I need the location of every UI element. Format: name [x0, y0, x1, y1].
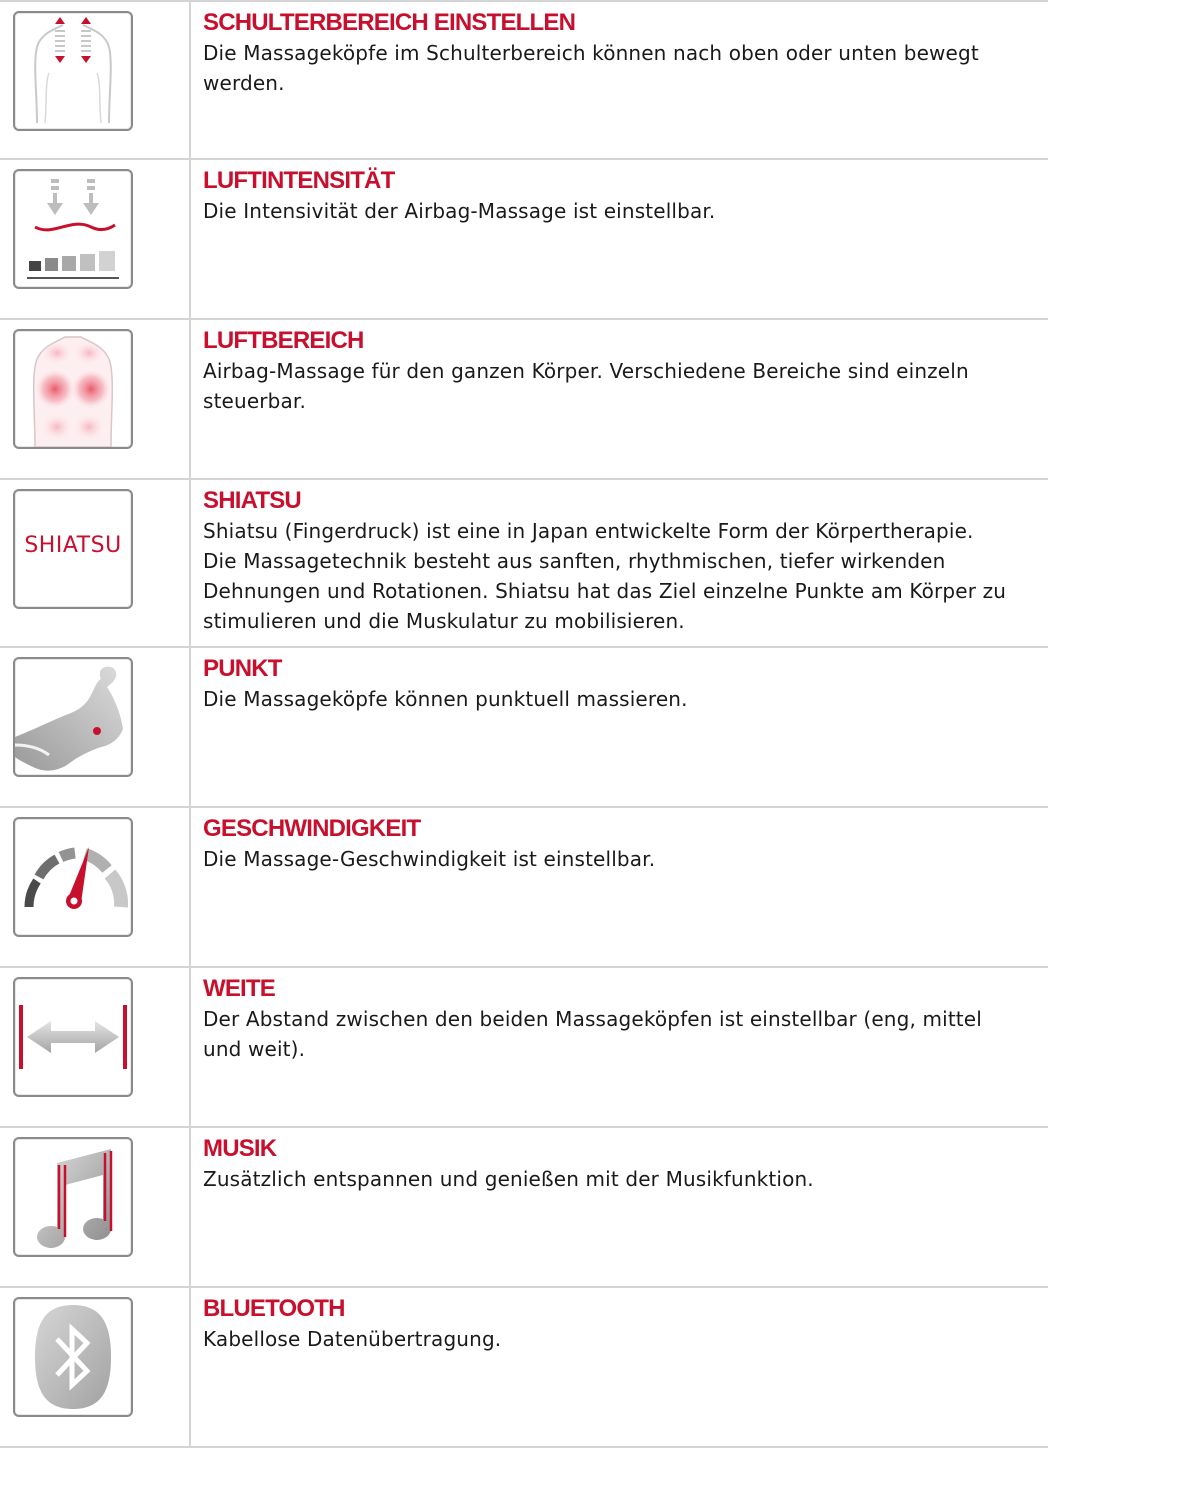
bluetooth-icon — [13, 1297, 133, 1417]
feature-row-point — [0, 648, 1048, 808]
width-arrows-icon — [13, 977, 133, 1097]
feature-description-line: Airbag-Massage für den ganzen Körper. Verschiedene Bereiche sind einzeln — [203, 359, 969, 383]
column-divider — [189, 808, 191, 966]
feature-text — [203, 1294, 1038, 1354]
feature-title: BLUETOOTH — [203, 1295, 345, 1322]
feature-title: SCHULTERBEREICH EINSTELLEN — [203, 9, 576, 36]
feature-row-shiatsu — [0, 480, 1048, 648]
feature-description-line: und weit). — [203, 1037, 306, 1061]
shiatsu-icon-label: SHIATSU — [24, 533, 122, 558]
column-divider — [189, 968, 191, 1126]
feature-description-line: Die Massageköpfe im Schulterbereich können nach oben oder unten bewegt — [203, 41, 979, 65]
feature-description-line: Die Massage-Geschwindigkeit ist einstellbar. — [203, 847, 656, 871]
feature-text — [203, 1134, 1038, 1194]
air-intensity-icon — [13, 169, 133, 289]
feature-description-line: Kabellose Datenübertragung. — [203, 1327, 502, 1351]
shiatsu-icon — [13, 489, 133, 609]
feature-row-air-area — [0, 320, 1048, 480]
speedometer-icon — [13, 817, 133, 937]
feature-description-line: Der Abstand zwischen den beiden Massageköpfen ist einstellbar (eng, mittel — [203, 1007, 982, 1031]
feature-description-line: Die Massageköpfe können punktuell massieren. — [203, 687, 688, 711]
feature-text — [203, 486, 1038, 636]
feature-row-bluetooth — [0, 1288, 1048, 1448]
feature-description-line: werden. — [203, 71, 285, 95]
feature-title: LUFTBEREICH — [203, 327, 364, 354]
feature-description-line: steuerbar. — [203, 389, 306, 413]
feature-text — [203, 654, 1038, 714]
feature-row-width — [0, 968, 1048, 1128]
column-divider — [189, 1128, 191, 1286]
feature-title: PUNKT — [203, 655, 282, 682]
feature-row-music — [0, 1128, 1048, 1288]
point-massage-icon — [13, 657, 133, 777]
feature-text — [203, 166, 1038, 226]
feature-title: MUSIK — [203, 1135, 277, 1162]
music-note-icon — [13, 1137, 133, 1257]
column-divider — [189, 2, 191, 158]
shoulder-area-icon — [13, 11, 133, 131]
feature-title: SHIATSU — [203, 487, 301, 514]
feature-row-shoulder — [0, 0, 1048, 160]
column-divider — [189, 480, 191, 646]
feature-row-air-intensity — [0, 160, 1048, 320]
column-divider — [189, 648, 191, 806]
column-divider — [189, 1288, 191, 1446]
feature-description-line: Shiatsu (Fingerdruck) ist eine in Japan entwickelte Form der Körpertherapie. — [203, 519, 974, 543]
feature-row-speed — [0, 808, 1048, 968]
feature-text — [203, 326, 1038, 416]
feature-text — [203, 814, 1038, 874]
feature-text — [203, 974, 1038, 1064]
feature-title: LUFTINTENSITÄT — [203, 167, 395, 194]
feature-title: WEITE — [203, 975, 275, 1002]
feature-description-line: Die Massagetechnik besteht aus sanften, rhythmischen, tiefer wirkenden — [203, 549, 946, 573]
air-area-icon — [13, 329, 133, 449]
feature-description-line: Zusätzlich entspannen und genießen mit der Musikfunktion. — [203, 1167, 814, 1191]
feature-text — [203, 8, 1038, 98]
column-divider — [189, 160, 191, 318]
feature-description-line: stimulieren und die Muskulatur zu mobilisieren. — [203, 609, 685, 633]
feature-description-line: Die Intensivität der Airbag-Massage ist einstellbar. — [203, 199, 716, 223]
feature-title: GESCHWINDIGKEIT — [203, 815, 421, 842]
column-divider — [189, 320, 191, 478]
feature-description-line: Dehnungen und Rotationen. Shiatsu hat das Ziel einzelne Punkte am Körper zu — [203, 579, 1007, 603]
